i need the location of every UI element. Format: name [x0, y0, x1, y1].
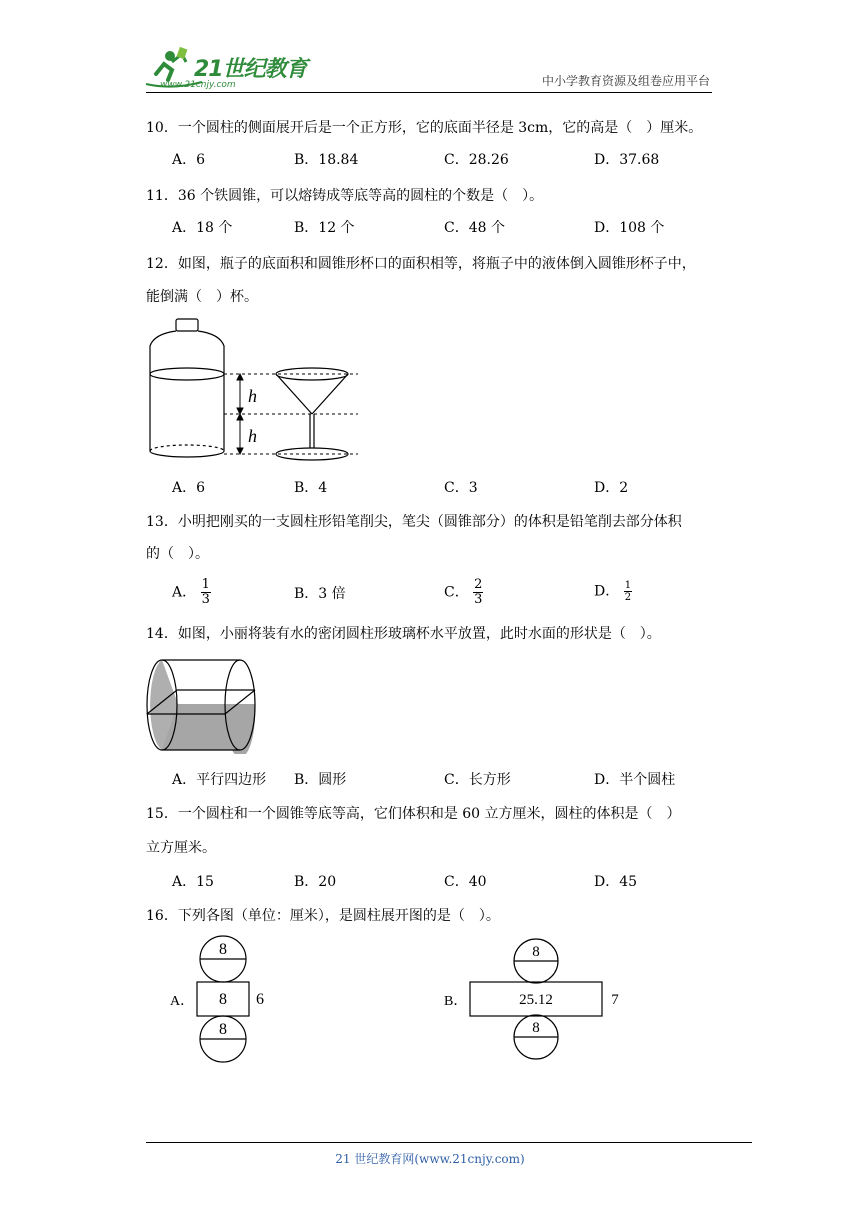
- figa-circle-top-label: 8: [219, 941, 227, 958]
- fraction-one-half: $\frac{1}{2}$: [624, 580, 632, 603]
- q12-option-b[interactable]: B．4: [294, 480, 328, 496]
- figb-circle-top-label: 8: [532, 944, 540, 960]
- q11-option-a[interactable]: A．18 个: [172, 220, 233, 236]
- q11-option-c[interactable]: C．48 个: [444, 220, 505, 236]
- q16-figure-a[interactable]: [170, 934, 280, 1064]
- q13-text-line2: 的（ ）。: [146, 546, 209, 562]
- q15-option-a[interactable]: A．15: [172, 874, 214, 890]
- q16-text: 16．下列各图（单位：厘米），是圆柱展开图的是（ ）。: [146, 908, 500, 924]
- q10-option-d[interactable]: D．37.68: [594, 152, 660, 168]
- q15-option-b[interactable]: B．20: [294, 874, 337, 890]
- horizontal-cylinder-icon: [144, 658, 264, 754]
- q12-option-c[interactable]: C．3: [444, 480, 478, 496]
- platform-name: 中小学教育资源及组卷应用平台: [541, 74, 710, 88]
- q10-text: 10．一个圆柱的侧面展开后是一个正方形，它的底面半径是 3cm，它的高是（ ）厘米。: [146, 120, 703, 136]
- logo-text: 21世纪教育: [194, 57, 307, 82]
- figb-rect-label: 25.12: [519, 992, 553, 1008]
- q12-text-line2: 能倒满（ ）杯。: [146, 289, 258, 305]
- logo-url: www.21cnjy.com: [160, 80, 236, 90]
- figb-side-label: 7: [611, 992, 619, 1008]
- q10-option-c[interactable]: C．28.26: [444, 152, 509, 168]
- q15-text-line1: 15．一个圆柱和一个圆锥等底等高，它们体积和是 60 立方厘米，圆柱的体积是（ ）: [146, 806, 681, 822]
- q14-option-b[interactable]: B．圆形: [294, 772, 347, 788]
- q16-figure-b[interactable]: [442, 934, 642, 1064]
- figb-option-label: B．: [444, 994, 468, 1009]
- figa-rect-label: 8: [219, 991, 227, 1008]
- q14-figure-horizontal-cylinder: [144, 658, 264, 754]
- q12-option-d[interactable]: D．2: [594, 480, 629, 496]
- q13-option-d[interactable]: D． $\frac{1}{2}$: [594, 580, 632, 603]
- figa-option-label: A．: [170, 994, 195, 1009]
- q10-option-b[interactable]: B．18.84: [294, 152, 359, 168]
- footer-rule: [146, 1142, 752, 1143]
- q15-option-c[interactable]: C．40: [444, 874, 487, 890]
- cylinder-net-a-icon: [170, 934, 280, 1064]
- fraction-two-thirds: $\frac{2}{3}$: [474, 577, 483, 607]
- q11-option-b[interactable]: B．12 个: [294, 220, 355, 236]
- q11-text: 11．36 个铁圆锥，可以熔铸成等底等高的圆柱的个数是（ ）。: [146, 188, 544, 204]
- q14-option-c[interactable]: C．长方形: [444, 772, 511, 788]
- q14-text: 14．如图，小丽将装有水的密闭圆柱形玻璃杯水平放置，此时水面的形状是（ ）。: [146, 626, 661, 642]
- q13-option-b[interactable]: B．3 倍: [294, 586, 346, 602]
- figa-side-label: 6: [256, 991, 264, 1008]
- q15-text-line2: 立方厘米。: [146, 840, 216, 856]
- footer-text[interactable]: 21 世纪教育网(www.21cnjy.com): [335, 1152, 525, 1166]
- height-label-lower: h: [248, 426, 257, 446]
- header-logo: [142, 44, 312, 92]
- q12-figure-bottle-and-cup: [144, 316, 364, 468]
- q13-option-a[interactable]: A． $\frac{1}{3}$: [172, 577, 210, 607]
- bottle-icon: [150, 319, 224, 457]
- q14-option-a[interactable]: A．平行四边形: [172, 772, 267, 788]
- q11-option-d[interactable]: D．108 个: [594, 220, 665, 236]
- fraction-one-third: $\frac{1}{3}$: [201, 577, 210, 607]
- cylinder-net-b-icon: [442, 934, 642, 1064]
- q10-option-a[interactable]: A．6: [172, 152, 206, 168]
- q14-option-d[interactable]: D．半个圆柱: [594, 772, 676, 788]
- q13-option-c[interactable]: C． $\frac{2}{3}$: [444, 577, 483, 607]
- q15-option-d[interactable]: D．45: [594, 874, 638, 890]
- height-label-upper: h: [248, 386, 257, 406]
- q12-option-a[interactable]: A．6: [172, 480, 206, 496]
- q12-text-line1: 12．如图，瓶子的底面积和圆锥形杯口的面积相等，将瓶子中的液体倒入圆锥形杯子中，: [146, 256, 696, 272]
- figb-circle-bottom-label: 8: [532, 1020, 540, 1036]
- figa-circle-bottom-label: 8: [219, 1021, 227, 1038]
- q13-text-line1: 13．小明把刚买的一支圆柱形铅笔削尖，笔尖（圆锥部分）的体积是铅笔削去部分体积: [146, 514, 682, 530]
- header-rule: [146, 92, 712, 93]
